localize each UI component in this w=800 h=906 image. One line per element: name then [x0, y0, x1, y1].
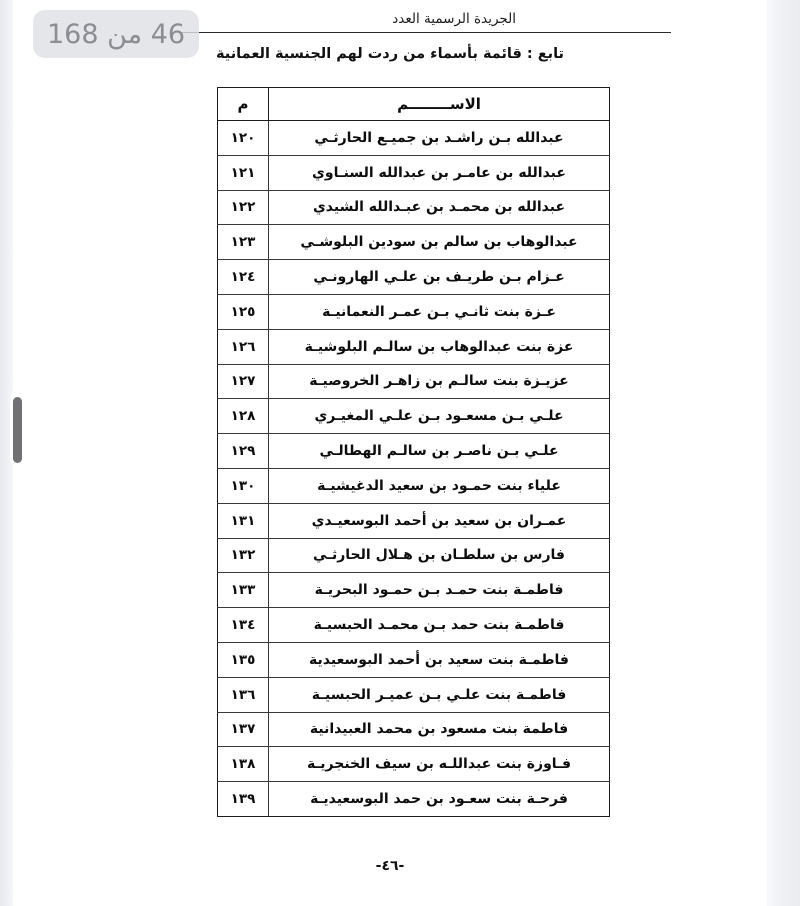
table-row	[218, 190, 610, 225]
cell-name: فرحـة بنت سعـود بن حمد البوسعيديـة	[269, 782, 610, 817]
vertical-scrollbar-thumb[interactable]	[13, 397, 22, 463]
running-head-rule	[179, 32, 671, 33]
table-row	[218, 260, 610, 295]
cell-number: ١٢٦	[218, 329, 269, 364]
cell-name: فاطمـة بنت سعيد بن أحمد البوسعيدية	[269, 642, 610, 677]
table-row	[218, 399, 610, 434]
cell-name: عـزة بنت ثانـي بـن عمـر النعمانيـة	[269, 294, 610, 329]
cell-number: ١٣٤	[218, 608, 269, 643]
table-row	[218, 642, 610, 677]
cell-number: ١٣٢	[218, 538, 269, 573]
cell-number: ١٢٨	[218, 399, 269, 434]
cell-name: علـي بـن مسعـود بـن علـي المغيـري	[269, 399, 610, 434]
cell-name: فاطمة بنت مسعود بن محمد العبيدانية	[269, 712, 610, 747]
running-head-title: الجريدة الرسمية العدد	[392, 11, 516, 27]
cell-number: ١٣٨	[218, 747, 269, 782]
cell-name: علـي بـن ناصـر بن سالـم الهطالـي	[269, 434, 610, 469]
table-header-row	[218, 88, 610, 121]
cell-name: علياء بنت حمـود بن سعيد الدغيشيـة	[269, 468, 610, 503]
cell-number: ١٣٣	[218, 573, 269, 608]
cell-number: ١٣٦	[218, 677, 269, 712]
table-row	[218, 573, 610, 608]
names-table	[217, 87, 610, 817]
table-row	[218, 468, 610, 503]
page-number-footer: -٤٦-	[375, 858, 405, 874]
table-row	[218, 538, 610, 573]
cell-name: عزة بنت عبدالوهاب بن سالـم البلوشيـة	[269, 329, 610, 364]
table-row	[218, 364, 610, 399]
table-row	[218, 747, 610, 782]
page-position-badge: 46 من 168	[33, 10, 199, 58]
cell-name: عزيـزة بنت سالـم بن زاهـر الخروصيـة	[269, 364, 610, 399]
cell-number: ١٣٧	[218, 712, 269, 747]
cell-number: ١٢١	[218, 155, 269, 190]
cell-number: ١٣١	[218, 503, 269, 538]
viewer-right-gutter	[767, 0, 800, 906]
cell-name: فاطمـة بنت حمـد بـن حمـود البحريـة	[269, 573, 610, 608]
cell-name: عبدالله بن عامـر بن عبدالله السنـاوي	[269, 155, 610, 190]
table-row	[218, 225, 610, 260]
cell-number: ١٢٧	[218, 364, 269, 399]
table-row	[218, 712, 610, 747]
table-row	[218, 608, 610, 643]
vertical-scrollbar-track[interactable]	[6, 0, 18, 906]
cell-number: ١٢٠	[218, 121, 269, 156]
table-row	[218, 677, 610, 712]
page-title: تابع : قائمة بأسماء من ردت لهم الجنسية العمانية	[216, 46, 564, 62]
table-body	[218, 121, 610, 817]
cell-number: ١٢٩	[218, 434, 269, 469]
table-row	[218, 121, 610, 156]
column-header-name: الاســــــــم	[269, 88, 610, 121]
cell-name: عبدالله بن محمـد بن عبـدالله الشيدي	[269, 190, 610, 225]
column-header-number: م	[218, 88, 269, 121]
table-header	[218, 88, 610, 121]
cell-number: ١٢٤	[218, 260, 269, 295]
cell-name: فاطمـة بنت علـي بـن عميـر الحبسيـة	[269, 677, 610, 712]
cell-number: ١٣٩	[218, 782, 269, 817]
table-row	[218, 329, 610, 364]
cell-number: ١٢٣	[218, 225, 269, 260]
document-page	[13, 0, 767, 906]
table-row	[218, 155, 610, 190]
cell-name: عـزام بـن طريـف بن علـي الهارونـي	[269, 260, 610, 295]
cell-name: عبدالوهاب بن سالم بن سودين البلوشـي	[269, 225, 610, 260]
cell-name: عمـران بن سعيد بن أحمد البوسعيـدي	[269, 503, 610, 538]
cell-number: ١٣٠	[218, 468, 269, 503]
cell-number: ١٢٢	[218, 190, 269, 225]
cell-name: فاطمـة بنت حمد بـن محمـد الحبسيـة	[269, 608, 610, 643]
cell-number: ١٣٥	[218, 642, 269, 677]
cell-name: فارس بن سلطـان بن هـلال الحارثـي	[269, 538, 610, 573]
table-row	[218, 294, 610, 329]
cell-number: ١٢٥	[218, 294, 269, 329]
table-row	[218, 503, 610, 538]
table-row	[218, 782, 610, 817]
table-row	[218, 434, 610, 469]
cell-name: فـاوزة بنت عبداللـه بن سيف الخنجريـة	[269, 747, 610, 782]
cell-name: عبدالله بـن راشـد بن جميـع الحارثـي	[269, 121, 610, 156]
